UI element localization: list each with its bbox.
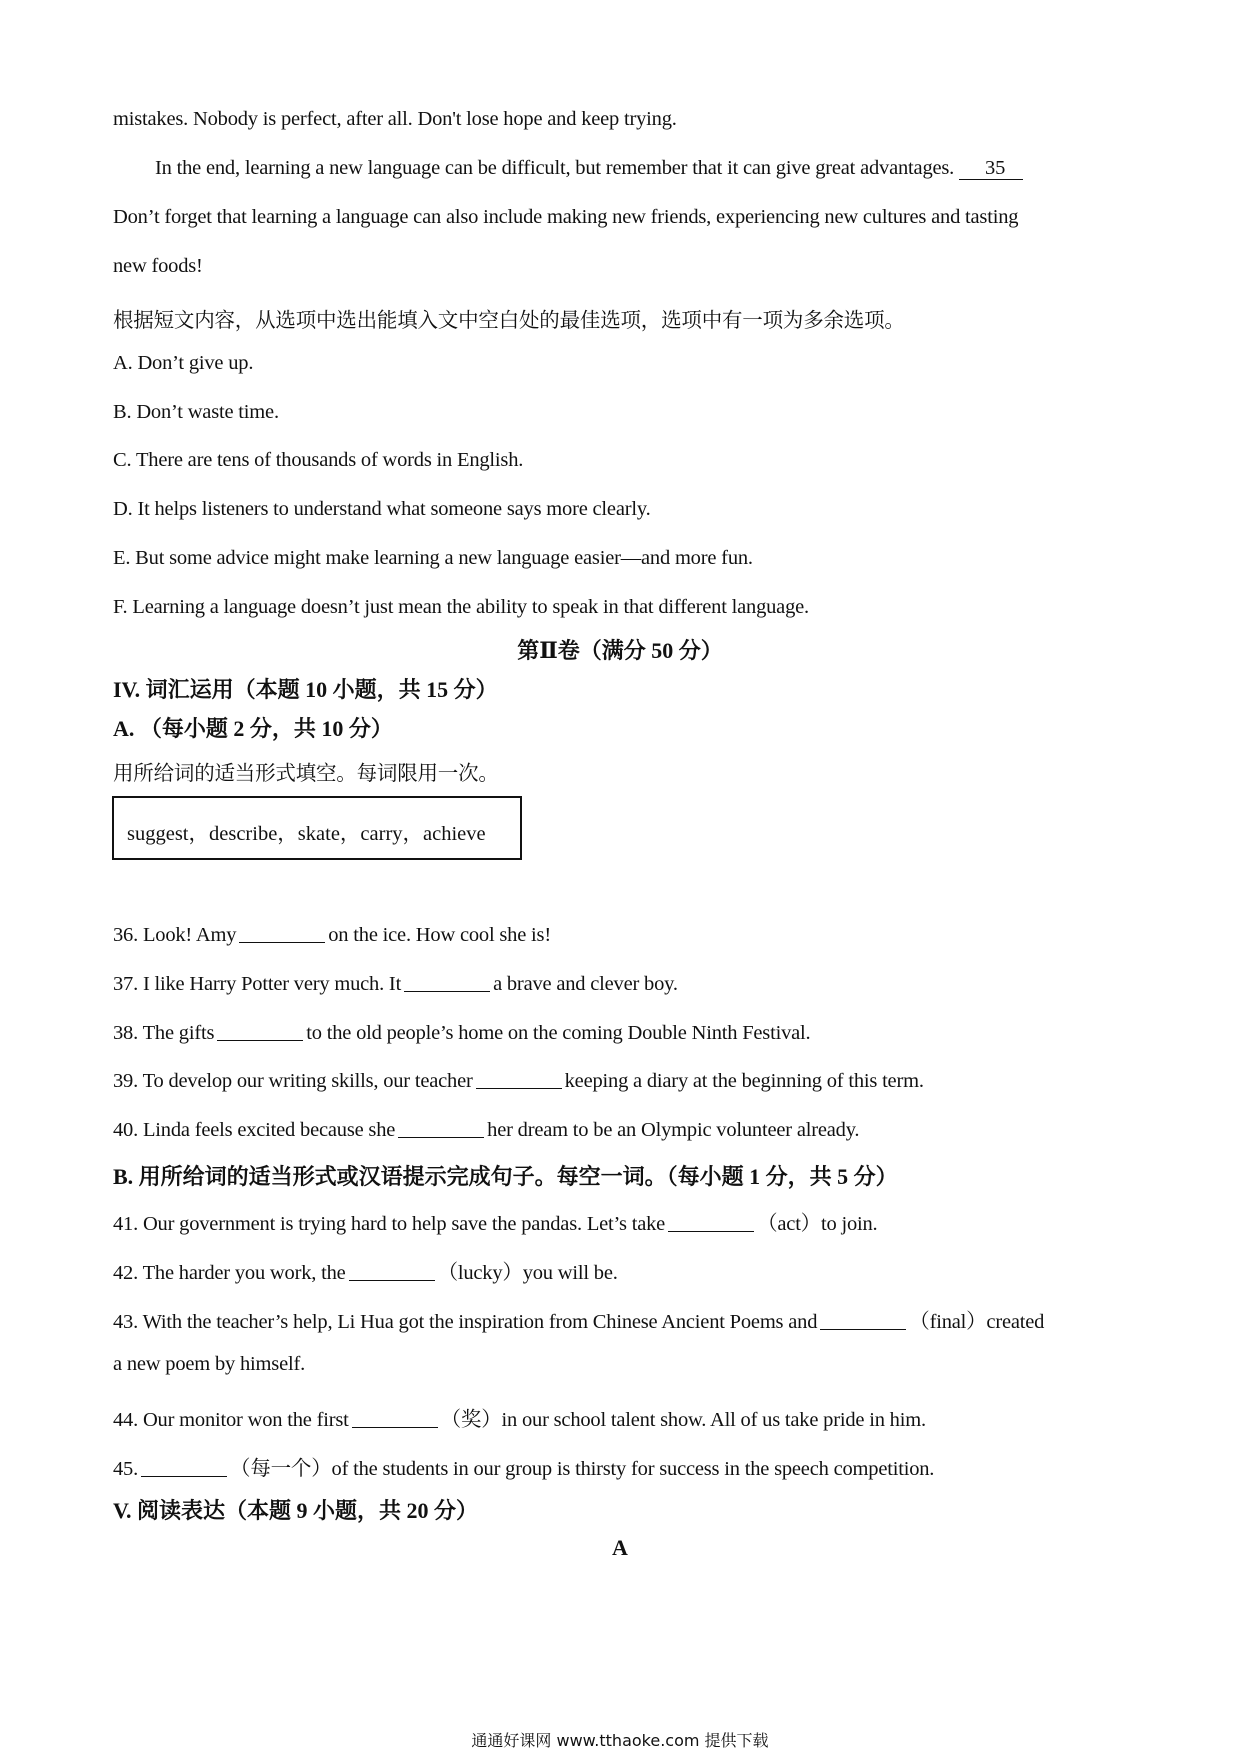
question-42: 42. The harder you work, the （lucky）you will be. xyxy=(113,1262,618,1284)
answer-blank[interactable] xyxy=(404,973,490,992)
question-37: 37. I like Harry Potter very much. It a brave and clever boy. xyxy=(113,973,678,995)
option-a: A. Don’t give up. xyxy=(113,352,254,374)
passage-line: mistakes. Nobody is perfect, after all. Don't lose hope and keep trying. xyxy=(113,108,677,130)
part-a-instruction: 用所给词的适当形式填空。每词限用一次。 xyxy=(113,763,499,785)
question-44: 44. Our monitor won the first （奖）in our school talent show. All of us take pride in him. xyxy=(113,1409,926,1431)
passage-text: In the end, learning a new language can be difficult, but remember that it can give great advantages. xyxy=(155,157,955,179)
passage-label: A xyxy=(612,1535,628,1560)
answer-blank[interactable] xyxy=(668,1213,754,1232)
question-36: 36. Look! Amy on the ice. How cool she is! xyxy=(113,924,551,946)
word-bank-box xyxy=(112,796,522,860)
question-39: 39. To develop our writing skills, our teacher keeping a diary at the beginning of this term. xyxy=(113,1070,924,1092)
page-footer: 通通好课网 www.tthaoke.com 提供下载 xyxy=(471,1731,769,1750)
part-a-heading: A. （每小题 2 分，共 10 分） xyxy=(113,716,393,741)
answer-blank[interactable] xyxy=(398,1119,484,1138)
options-instruction: 根据短文内容，从选项中选出能填入文中空白处的最佳选项，选项中有一项为多余选项。 xyxy=(113,310,905,332)
passage-line: Don’t forget that learning a language can also include making new friends, experiencing new cultures and tasting xyxy=(113,206,1019,228)
question-38: 38. The gifts to the old people’s home on the coming Double Ninth Festival. xyxy=(113,1022,811,1044)
part-iv-heading: IV. 词汇运用（本题 10 小题，共 15 分） xyxy=(113,677,498,702)
option-c: C. There are tens of thousands of words in English. xyxy=(113,449,524,471)
option-b: B. Don’t waste time. xyxy=(113,401,279,423)
answer-blank[interactable] xyxy=(141,1458,227,1477)
passage-line xyxy=(155,157,1023,180)
answer-blank[interactable] xyxy=(217,1022,303,1041)
answer-blank[interactable] xyxy=(352,1409,438,1428)
answer-blank[interactable] xyxy=(820,1311,906,1330)
answer-blank[interactable] xyxy=(349,1262,435,1281)
question-41: 41. Our government is trying hard to help save the pandas. Let’s take （act）to join. xyxy=(113,1213,878,1235)
option-d: D. It helps listeners to understand what someone says more clearly. xyxy=(113,498,651,520)
question-43-continuation: a new poem by himself. xyxy=(113,1353,306,1375)
question-45: 45. （每一个）of the students in our group is thirsty for success in the speech competition. xyxy=(113,1458,935,1480)
answer-blank-35[interactable]: 35 xyxy=(959,157,1023,180)
answer-blank[interactable] xyxy=(239,924,325,943)
option-f: F. Learning a language doesn’t just mean the ability to speak in that different language. xyxy=(113,596,809,618)
word-bank: suggest，describe，skate，carry，achieve xyxy=(127,823,486,845)
section-title: 第Ⅱ卷（满分 50 分） xyxy=(517,638,723,663)
part-b-heading: B. 用所给词的适当形式或汉语提示完成句子。每空一词。（每小题 1 分，共 5 分） xyxy=(113,1164,898,1189)
part-v-heading: V. 阅读表达（本题 9 小题，共 20 分） xyxy=(113,1498,479,1523)
question-43: 43. With the teacher’s help, Li Hua got the inspiration from Chinese Ancient Poems and （final）created xyxy=(113,1311,1045,1333)
question-40: 40. Linda feels excited because she her dream to be an Olympic volunteer already. xyxy=(113,1119,860,1141)
option-e: E. But some advice might make learning a new language easier—and more fun. xyxy=(113,547,753,569)
passage-line: new foods! xyxy=(113,255,203,277)
answer-blank[interactable] xyxy=(476,1070,562,1089)
